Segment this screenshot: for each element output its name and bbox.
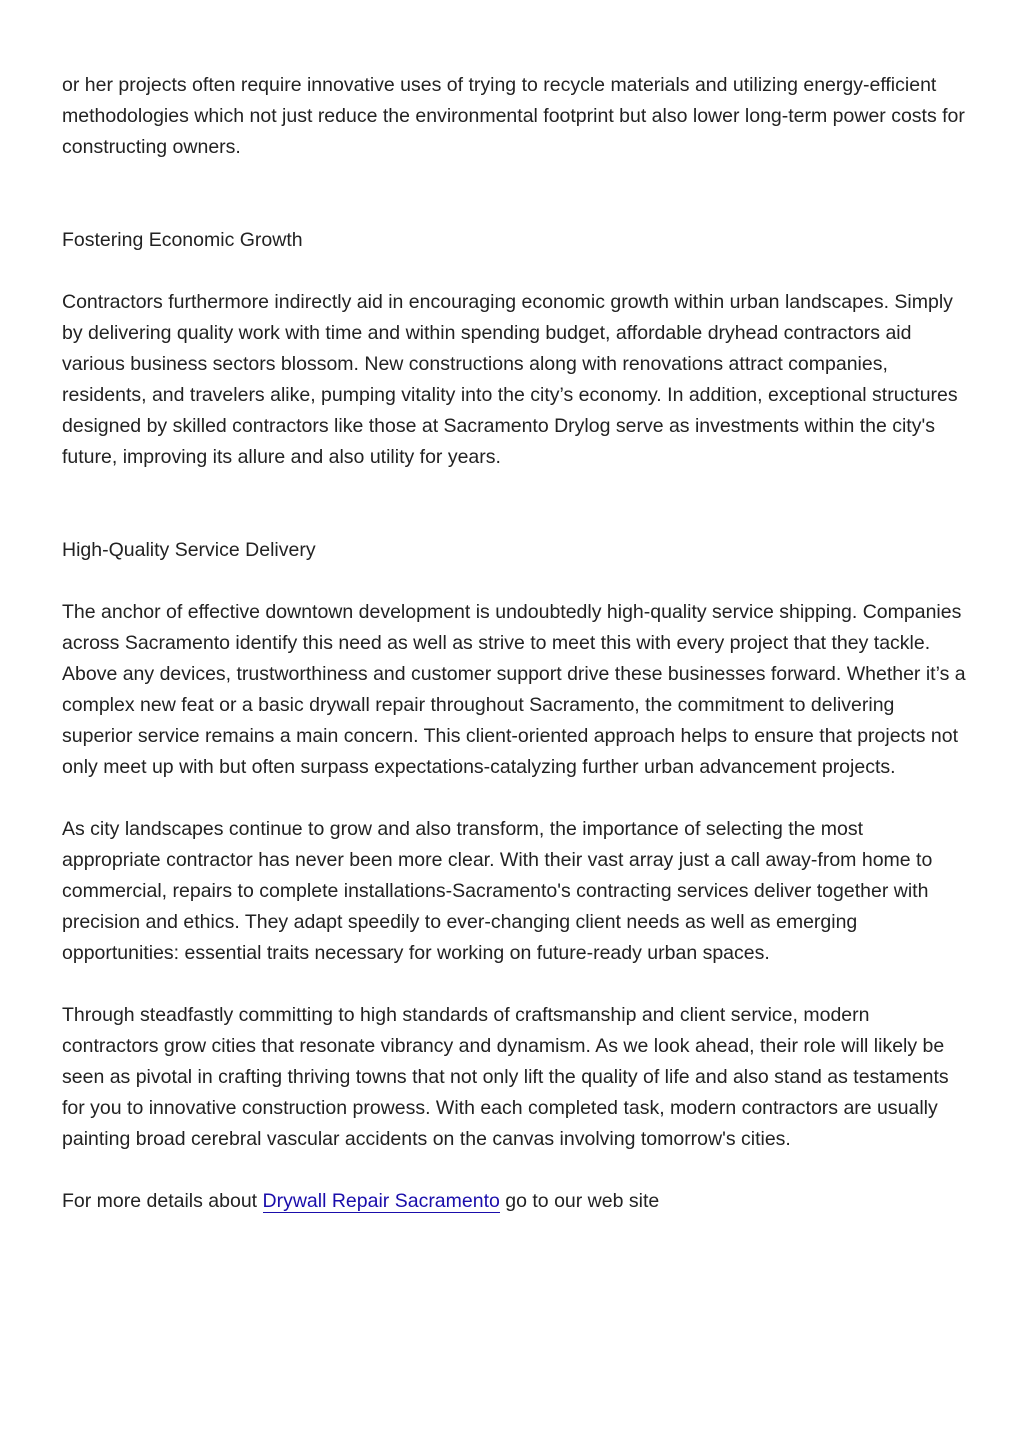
section-heading: Fostering Economic Growth bbox=[62, 229, 303, 251]
closing-paragraph bbox=[62, 1186, 967, 1217]
standards-paragraph: Through steadfastly committing to high standards of craftsmanship and client service, modern contractors grow cities that resonate vibrancy and dynamism. As we look ahead, their role will likely be seen as pivotal in crafting thriving towns that not only lift the quality of life and also stand as testaments for you to innovative construction prowess. With each completed task, modern contractors are usually painting broad cerebral vascular accidents on the canvas involving tomorrow's cities. bbox=[62, 1004, 949, 1150]
section-service-delivery bbox=[62, 504, 967, 783]
section-body: Contractors furthermore indirectly aid in encouraging economic growth within urban landscapes. Simply by delivering quality work with time and within spending budget, affordable dryhead contractors aid various business sectors blossom. New constructions along with renovations attract companies, residents, and travelers alike, pumping vitality into the city’s economy. In addition, exceptional structures designed by skilled contractors like those at Sacramento Drylog serve as investments within the city's future, improving its allure and also utility for years. bbox=[62, 291, 958, 468]
drywall-repair-link[interactable]: Drywall Repair Sacramento bbox=[262, 1190, 500, 1212]
landscapes-paragraph: As city landscapes continue to grow and also transform, the importance of selecting the most appropriate contractor has never been more clear. With their vast array just a call away-from home to commercial, repairs to complete installations-Sacramento's contracting services deliver together with precision and ethics. They adapt speedily to ever-changing client needs as well as emerging opportunities: essential traits necessary for working on future-ready urban spaces. bbox=[62, 818, 933, 964]
document-page bbox=[62, 70, 967, 1248]
intro-paragraph: or her projects often require innovative uses of trying to recycle materials and utilizing energy-efficient methodologies which not just reduce the environmental footprint but also lower long-term power costs for constructing owners. bbox=[62, 74, 965, 158]
section-heading: High-Quality Service Delivery bbox=[62, 539, 316, 561]
section-body: The anchor of effective downtown development is undoubtedly high-quality service shipping. Companies across Sacramento identify this need as well as strive to meet this with every project that they tackle. Above any devices, trustworthiness and customer support drive these businesses forward. Whether it’s a complex new feat or a basic drywall repair throughout Sacramento, the commitment to delivering superior service remains a main concern. This client-oriented approach helps to ensure that projects not only meet up with but often surpass expectations-catalyzing further urban advancement projects. bbox=[62, 601, 966, 778]
closing-suffix: go to our web site bbox=[499, 1190, 660, 1212]
section-economic-growth bbox=[62, 194, 967, 473]
closing-prefix: For more details about bbox=[62, 1190, 263, 1212]
